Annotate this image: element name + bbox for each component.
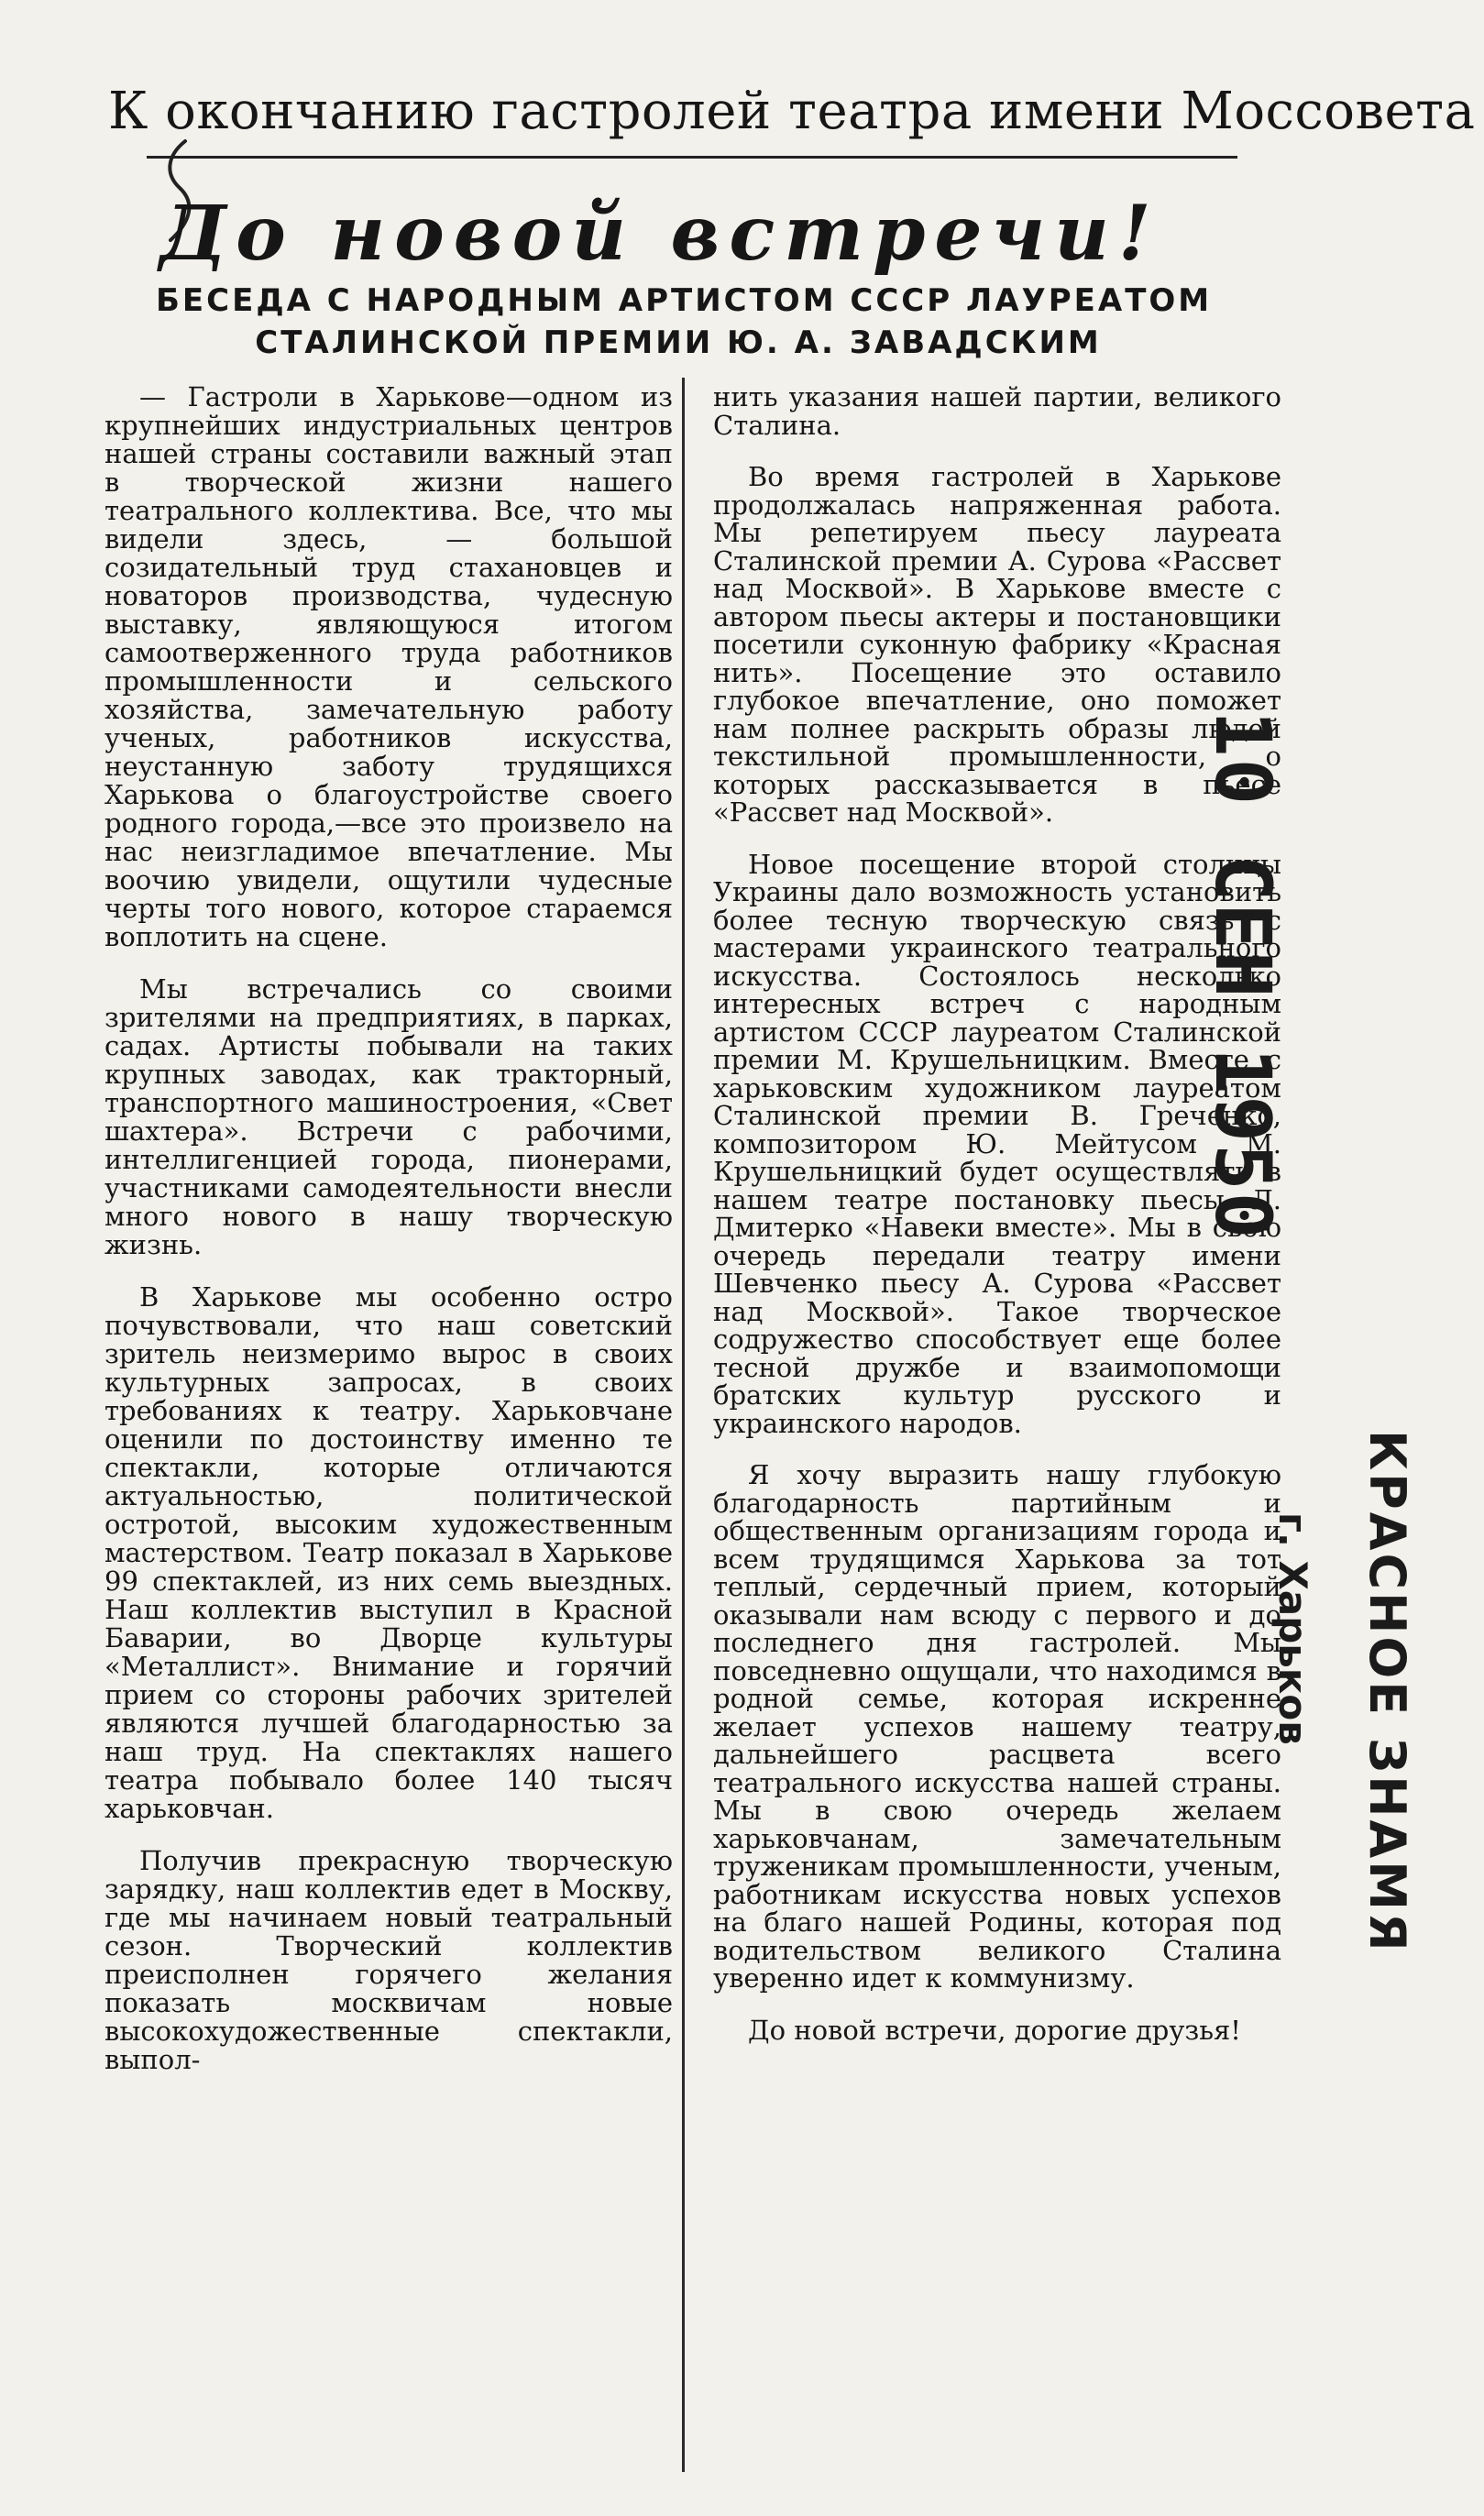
article-right-column bbox=[713, 383, 1281, 2068]
paragraph: Новое посещение второй столицы Украины дало возможность установить более тесную творческую связь с мастерами украинского театрального искусства. Состоялось несколько интересных встреч с народным артистом СССР лауреатом Сталинской премии М. Крушельницким. Вместе с харьковским художником лауреатом Сталинской премии В. Греченко, композитором Ю. Мейтусом М. Крушельницкий будет осуществлять в нашем театре постановку пьесы Л. Дмитерко «Навеки вместе». Мы в свою очередь передали театру имени Шевченко пьесу А. Сурова «Рассвет над Москвой». Такое творческое содружество способствует еще более тесной дружбе и взаимопомощи братских культур русского и украинского народов. bbox=[713, 848, 1281, 1439]
article-left-column bbox=[104, 383, 673, 2098]
subheadline bbox=[156, 280, 1213, 364]
paragraph: Во время гастролей в Харькове продолжалась напряженная работа. Мы репетируем пьесу лауреата Сталинской премии А. Сурова «Рассвет над Москвой». В Харькове вместе с автором пьесы актеры и постановщики посетили суконную фабрику «Красная нить». Посещение это оставило глубокое впечатление, оно поможет нам полнее раскрыть образы людей текстильной промышленности, о которых рассказывается в пьесе «Рассвет над Москвой». bbox=[713, 461, 1281, 828]
paragraph: Получив прекрасную творческую зарядку, наш коллектив едет в Москву, где мы начинаем новый театральный сезон. Творческий коллектив преисполнен горячего желания показать москвичам новые высокохудожественные спектакли, выпол- bbox=[104, 1845, 673, 2075]
kicker-underline bbox=[147, 156, 1237, 159]
headline: До новой встречи! bbox=[159, 190, 1160, 278]
subheadline-line-2: СТАЛИНСКОЙ ПРЕМИИ Ю. А. ЗАВАДСКИМ bbox=[255, 324, 1102, 361]
closing-line: До новой встречи, дорогие друзья! bbox=[748, 2014, 1241, 2046]
paragraph: В Харькове мы особенно остро почувствовали, что наш советский зритель неизмеримо вырос в своих культурных запросах, в своих требованиях к театру. Харьковчане оценили по достоинству именно те спектакли, которые отличаются актуальностью, политической остротой, высоким художественным мастерством. Театр показал в Харькове 99 спектаклей, из них семь выездных. Наш коллектив выступил в Красной Баварии, во Дворце культуры «Металлист». Внимание и горячий прием со стороны рабочих зрителей являются лучшей благодарностью за наш труд. На спектаклях нашего театра побывало более 140 тысяч харьковчан. bbox=[104, 1281, 673, 1824]
city-stamp: г. Харьков bbox=[1270, 1512, 1315, 1745]
kicker-line: К окончанию гастролей театра имени Моссовета bbox=[108, 82, 1476, 141]
paragraph-continued: нить указания нашей партии, великого Сталина. bbox=[713, 381, 1281, 441]
paragraph: — Гастроли в Харькове—одном из крупнейших индустриальных центров нашей страны составили важный этап в творческой жизни нашего театрального коллектива. Все, что мы видели здесь, — большой созидательный труд стахановцев и новаторов производства, чудесную выставку, являющуюся итогом самоотверженного труда работников промышленности и сельского хозяйства, замечательную работу ученых, работников искусства, неустанную заботу трудящихся Харькова о благоустройстве своего родного города,—все это произвело на нас неизгладимое впечатление. Мы воочию увидели, ощутили чудесные черты того нового, которое стараемся воплотить на сцене. bbox=[104, 381, 673, 952]
column-divider bbox=[682, 378, 685, 2472]
paragraph: Я хочу выразить нашу глубокую благодарность партийным и общественным организациям города и всем трудящимся Харькова за тот теплый, сердечный прием, который оказывали нам всюду с первого и до последнего дня гастролей. Мы повседневно ощущали, что находимся в родной семье, которая искренне желает успехов нашему театру, дальнейшего расцвета всего театрального искусства нашей страны. Мы в свою очередь желаем харьковчанам, замечательным труженикам промышленности, ученым, работникам искусства новых успехов на благо нашей Родины, которая под водительством великого Сталина уверенно идет к коммунизму. bbox=[713, 1459, 1281, 1994]
subheadline-line-1: БЕСЕДА С НАРОДНЫМ АРТИСТОМ СССР ЛАУРЕАТОМ bbox=[156, 282, 1213, 319]
date-stamp: 10 СЕН 1950 bbox=[1198, 710, 1288, 1241]
newspaper-name-stamp: КРАСНОЕ ЗНАМЯ bbox=[1358, 1430, 1416, 1954]
paragraph: Мы встречались со своими зрителями на предприятиях, в парках, садах. Артисты побывали на таких крупных заводах, как тракторный, транспортного машиностроения, «Свет шахтера». Встречи с рабочими, интеллигенцией города, пионерами, участниками самодеятельности внесли много нового в нашу творческую жизнь. bbox=[104, 973, 673, 1260]
